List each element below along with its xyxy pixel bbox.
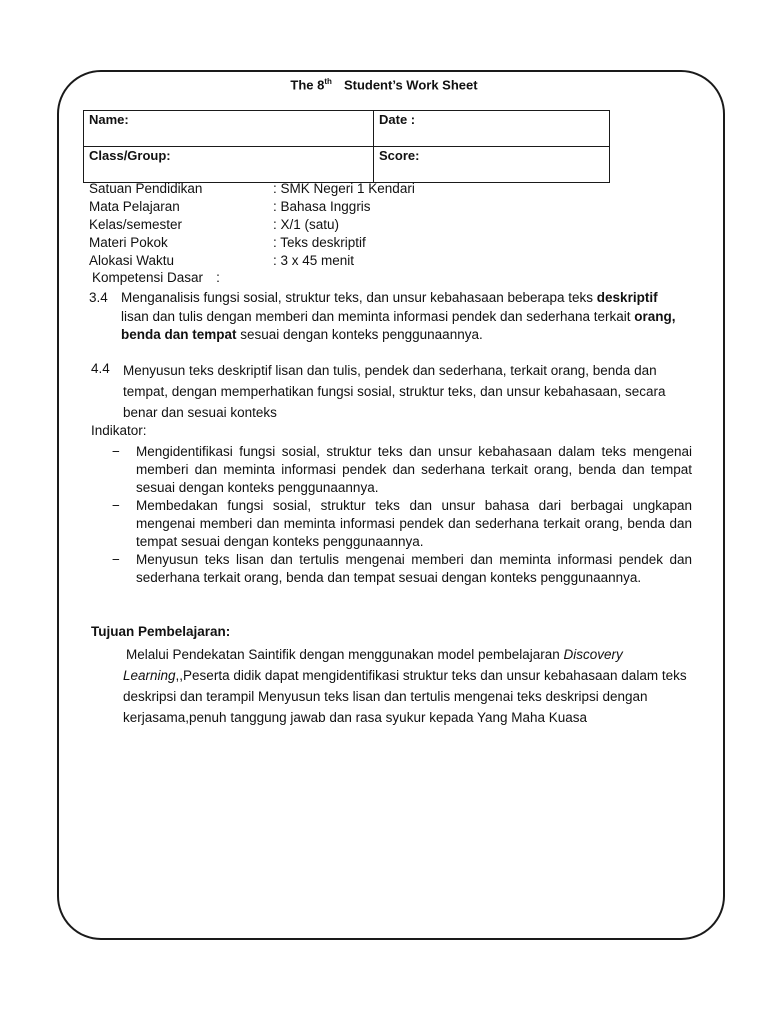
kd-text: Menganalisis fungsi sosial, struktur teks, dan unsur kebahasaan beberapa teks deskriptif lisan dan tulis dengan memberi dan meminta informasi pendek dan sederhana terkait orang, benda dan tempat sesuai dengan konteks penggunaannya. (121, 290, 676, 342)
page-title: The 8th Student’s Work Sheet (290, 77, 478, 93)
meta-row: Alokasi Waktu : 3 x 45 menit (89, 253, 355, 268)
list-item: − Menyusun teks lisan dan tertulis mengenai memberi dan meminta informasi pendek dan sederhana terkait orang, benda dan tempat sesuai dengan konteks penggunaannya. (112, 552, 692, 585)
date-field[interactable]: Date : (374, 111, 610, 147)
tujuan-heading: Tujuan Pembelajaran: (91, 624, 231, 639)
kompetensi-dasar-heading: Kompetensi Dasar : (92, 270, 220, 285)
meta-row: Mata Pelajaran : Bahasa Inggris (89, 199, 371, 214)
tujuan-paragraph: Melalui Pendekatan Saintifik dengan menggunakan model pembelajaran Discovery Learning,,Peserta didik dapat mengidentifikasi struktur teks dan unsur kebahasaan dalam teks deskripsi dan terampil Menyusun teks lisan dan tertulis mengenai teks deskripsi dengan kerjasama,penuh tanggung jawab dan rasa syukur kepada Yang Maha Kuasa (123, 647, 687, 725)
list-item: − Mengidentifikasi fungsi sosial, struktur teks dan unsur kebahasaan dalam teks mengenai memberi dan meminta informasi pendek dan sederhana terkait orang, benda dan tempat sesuai dengan konteks penggunaannya. (112, 444, 692, 495)
dash-bullet-icon: − (112, 444, 120, 459)
meta-row: Materi Pokok : Teks deskriptif (89, 235, 366, 250)
indikator-list (112, 443, 692, 587)
course-metadata (89, 180, 415, 270)
student-info-table (83, 110, 610, 183)
name-field[interactable]: Name: (84, 111, 374, 147)
list-item: − Membedakan fungsi sosial, struktur teks dan unsur bahasa dari berbagai ungkapan mengenai memberi dan meminta informasi pendek dan sederhana terkait orang, benda dan tempat sesuai dengan konteks penggunaannya. (112, 498, 692, 549)
indikator-heading: Indikator: (91, 423, 147, 438)
dash-bullet-icon: − (112, 552, 120, 567)
meta-row: Kelas/semester : X/1 (satu) (89, 217, 340, 232)
dash-bullet-icon: − (112, 498, 120, 513)
kd-number: 3.4 (89, 290, 108, 305)
meta-row: Satuan Pendidikan : SMK Negeri 1 Kendari (89, 181, 415, 196)
class-group-field[interactable]: Class/Group: (84, 147, 374, 183)
kd-text: Menyusun teks deskriptif lisan dan tulis, pendek dan sederhana, terkait orang, benda dan tempat, dengan memperhatikan fungsi sosial, struktur teks, dan unsur kebahasaan, secara benar dan sesuai konteks (123, 363, 666, 420)
score-field[interactable]: Score: (374, 147, 610, 183)
kd-number: 4.4 (91, 361, 110, 376)
